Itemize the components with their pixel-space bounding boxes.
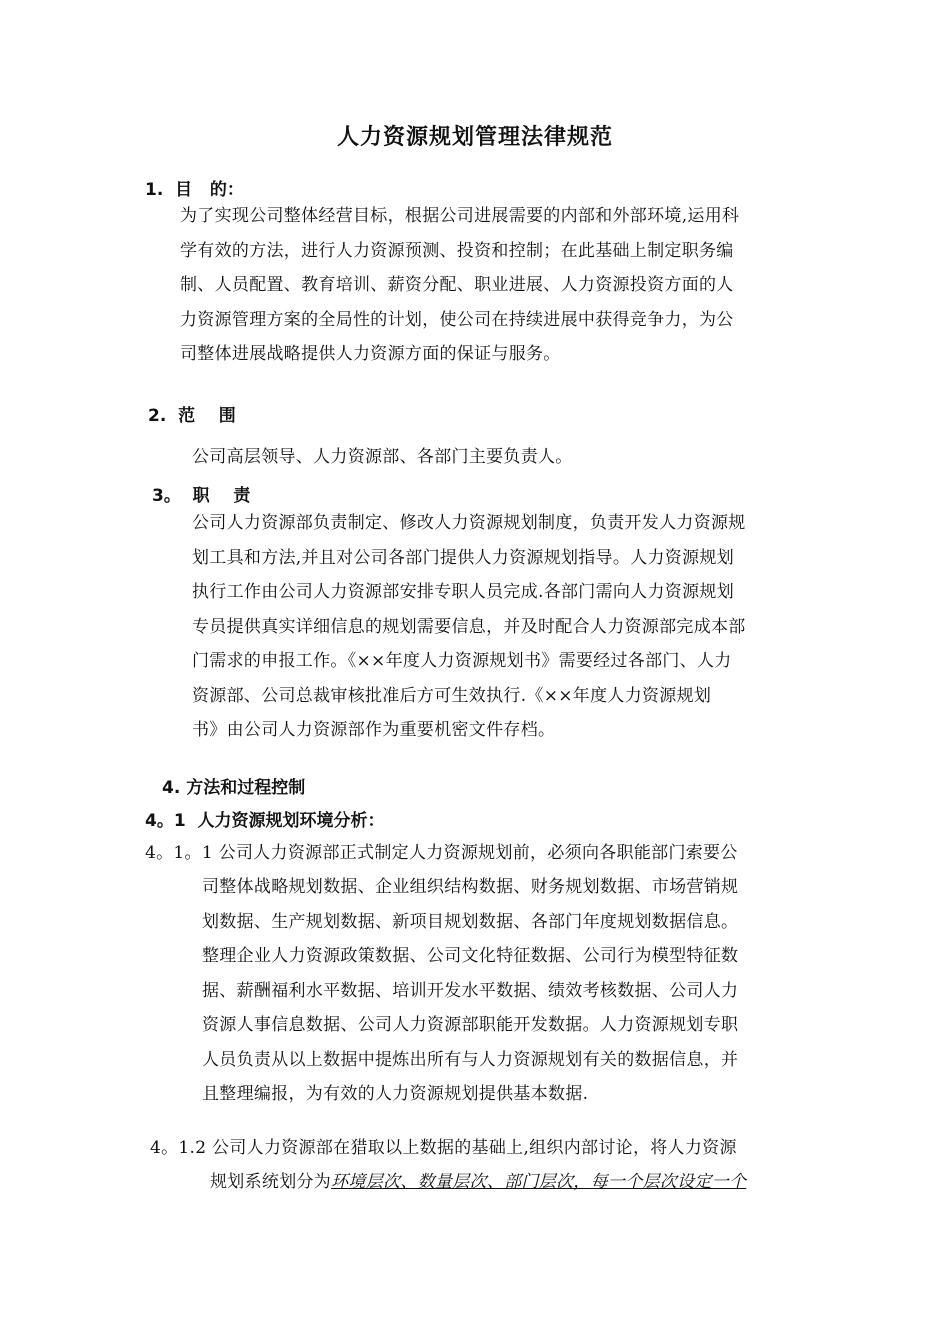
document-title: 人力资源规划管理法律规范: [336, 125, 613, 150]
section-4-1-2-second-line: [210, 1165, 810, 1200]
section-4-heading: 4. 方法和过程控制: [162, 778, 306, 798]
paragraph-line: [210, 1165, 810, 1200]
paragraph-line: 司整体战略规划数据、企业组织结构数据、财务规划数据、市场营销规: [202, 877, 739, 897]
paragraph-line: 为了实现公司整体经营目标，根据公司进展需要的内部和外部环境,运用科: [180, 206, 740, 226]
paragraph-line: 公司人力资源部负责制定、修改人力资源规划制度，负责开发人力资源规: [192, 513, 746, 533]
section-2-heading: 2. 范 围: [148, 406, 236, 426]
paragraph-line: 力资源管理方案的全局性的计划，使公司在持续进展中获得竞争力，为公: [180, 309, 734, 330]
paragraph-line: 司整体进展战略提供人力资源方面的保证与服务。: [180, 344, 561, 364]
paragraph-line: 资源部、公司总裁审核批准后方可生效执行.《××年度人力资源规划: [192, 685, 712, 706]
section-3-body: [192, 506, 805, 748]
section-4-1-1-body: [202, 870, 807, 1112]
paragraph-line: 专员提供真实详细信息的规划需要信息，并及时配合人力资源部完成本部: [192, 616, 746, 637]
section-2-body: [192, 440, 802, 475]
emphasized-text: 环境层次、数量层次、部门层次，每一个层次设定一个: [331, 1172, 747, 1192]
paragraph-line: 划数据、生产规划数据、新项目规划数据、各部门年度规划数据信息。: [202, 911, 739, 932]
section-4-1-2-first-line: [150, 1131, 810, 1166]
paragraph-line: 书》由公司人力资源部作为重要机密文件存档。: [192, 720, 556, 740]
paragraph-line: 据、薪酬福利水平数据、培训开发水平数据、绩效考核数据、公司人力: [202, 980, 739, 1001]
paragraph-line: 门需求的申报工作。《××年度人力资源规划书》需要经过各部门、人力: [192, 651, 732, 671]
plain-text: 规划系统划分为: [210, 1172, 332, 1192]
paragraph-line: 资源人事信息数据、公司人力资源部职能开发数据。人力资源规划专职: [202, 1015, 739, 1035]
section-1-body: [180, 199, 805, 372]
paragraph-line: 公司高层领导、人力资源部、各部门主要负责人。: [192, 447, 573, 467]
paragraph-line: 4。1。1 公司人力资源部正式制定人力资源规划前，必须向各职能部门索要公: [145, 843, 738, 863]
paragraph-line: 整理企业人力资源政策数据、公司文化特征数据、公司行为模型特征数: [202, 946, 739, 966]
paragraph-line: 人员负责从以上数据中提炼出所有与人力资源规划有关的数据信息，并: [202, 1049, 739, 1070]
paragraph-line: 4。1.2 公司人力资源部在猎取以上数据的基础上,组织内部讨论，将人力资源: [150, 1138, 737, 1158]
section-1-heading: 1. 目 的：: [145, 180, 244, 200]
paragraph-line: 划工具和方法,并且对公司各部门提供人力资源规划指导。人力资源规划: [192, 547, 735, 568]
paragraph-line: 制、人员配置、教育培训、薪资分配、职业进展、人力资源投资方面的人: [180, 275, 734, 295]
paragraph-line: 且整理编报，为有效的人力资源规划提供基本数据.: [202, 1084, 589, 1104]
paragraph-line: 学有效的方法，进行人力资源预测、投资和控制；在此基础上制定职务编: [180, 240, 734, 261]
paragraph-line: 执行工作由公司人力资源部安排专职人员完成.各部门需向人力资源规划: [192, 582, 735, 602]
section-4-1-1-first-line: [145, 836, 810, 871]
section-3-heading: 3。 职 责: [152, 486, 251, 506]
section-4-1-heading: 4。1 人力资源规划环境分析：: [145, 811, 385, 831]
